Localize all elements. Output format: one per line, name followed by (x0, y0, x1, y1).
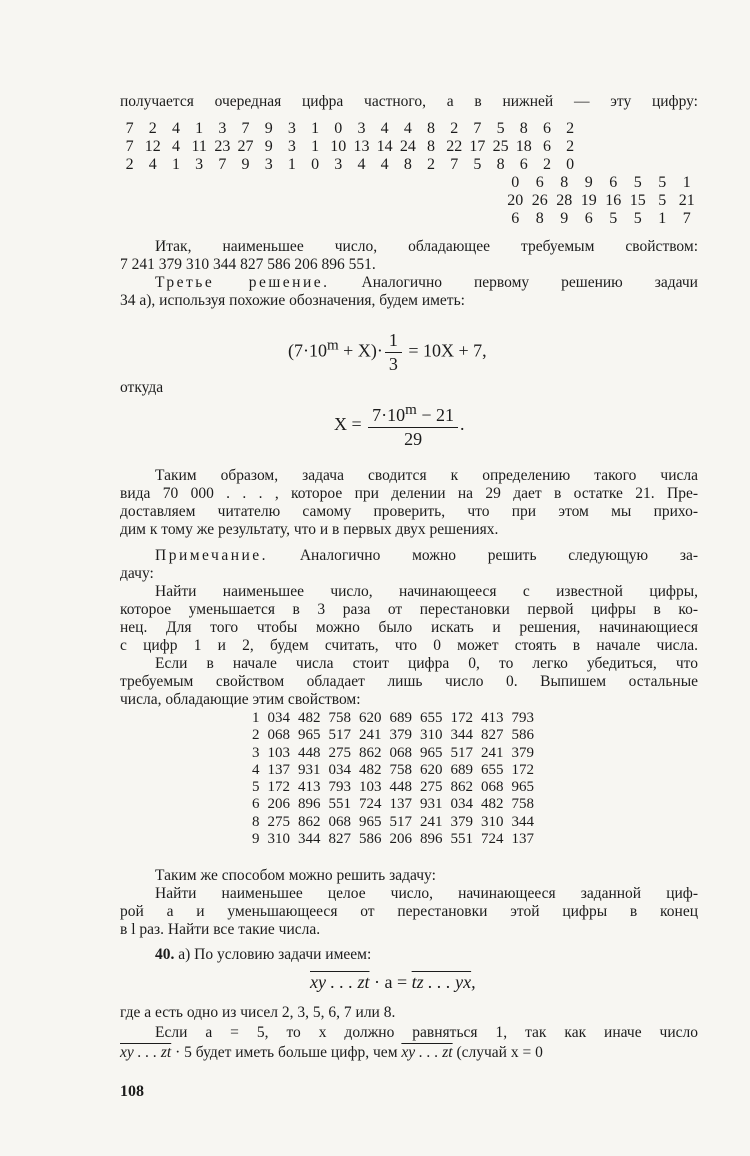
digit: 7 (218, 156, 227, 173)
digit: 25 (492, 138, 509, 155)
table-cell: 137 (389, 796, 412, 813)
digit: 3 (287, 120, 296, 137)
table-cell: 241 (359, 727, 382, 744)
table-row (248, 727, 538, 744)
digit: 3 (334, 156, 343, 173)
eq1-left: (7·10 (288, 340, 327, 361)
eq2-num-tail: − 21 (416, 405, 454, 425)
digit: 2 (148, 120, 157, 137)
table-cell: 3 (252, 744, 260, 761)
digit: 6 (511, 210, 520, 227)
table-cell: 413 (298, 779, 321, 796)
division-tail-row (503, 174, 699, 192)
digit: 1 (171, 156, 180, 173)
table-cell: 379 (450, 813, 473, 830)
p5-line-2: Найти наименьшее целое число, начинающееся заданной циф- (155, 885, 698, 902)
table-cell: 517 (389, 813, 412, 830)
table-cell: 034 (450, 796, 473, 813)
division-row (118, 138, 582, 156)
table-cell: 689 (389, 710, 412, 726)
digit: 2 (427, 156, 436, 173)
digit: 8 (403, 156, 412, 173)
digit: 4 (171, 138, 180, 155)
table-cell: 034 (328, 761, 351, 778)
eq3-lhs: xy . . . zt (310, 972, 370, 992)
page-number: 108 (120, 1083, 144, 1100)
eq1-numerator: 1 (385, 330, 402, 353)
table-cell: 758 (389, 761, 412, 778)
table-cell: 551 (450, 831, 473, 848)
table-cell: 724 (359, 796, 382, 813)
table-cell: 448 (298, 744, 321, 761)
eq1-sup: m (327, 337, 339, 354)
digit: 16 (605, 192, 622, 209)
equation-2 (334, 402, 464, 450)
digit: 6 (519, 156, 528, 173)
table-cell: 6 (252, 796, 260, 813)
division-tail-row (503, 210, 699, 228)
digit: 8 (519, 120, 528, 137)
eq2-end: . (459, 414, 465, 435)
p5-line-1: Таким же способом можно решить задачу: (155, 867, 436, 884)
equation-1 (288, 330, 487, 375)
third-solution-heading: Третье решение. (155, 274, 330, 291)
table-row (248, 710, 538, 727)
digit: 3 (218, 120, 227, 137)
digit: 7 (125, 138, 134, 155)
digit: 4 (171, 120, 180, 137)
eq2-fraction (368, 402, 458, 450)
table-cell: 275 (267, 813, 290, 830)
table-cell: 965 (420, 744, 443, 761)
problem-text: а) По условию задачи имеем: (178, 946, 372, 963)
table-cell: 931 (420, 796, 443, 813)
eq1-denominator: 3 (388, 354, 398, 374)
digit: 8 (427, 138, 436, 155)
digit: 9 (560, 210, 569, 227)
p7-overline-2: xy . . . zt (401, 1044, 453, 1061)
digit: 6 (542, 138, 551, 155)
table-cell: 103 (267, 744, 290, 761)
digit: 13 (353, 138, 370, 155)
digit: 2 (450, 120, 459, 137)
table-cell: 310 (420, 727, 443, 744)
table-cell: 965 (298, 727, 321, 744)
eq1-right: = 10X + 7, (403, 340, 487, 361)
digit: 9 (241, 156, 250, 173)
table-cell: 482 (481, 796, 504, 813)
table-cell: 931 (298, 761, 321, 778)
p7-overline-1: xy . . . zt (120, 1044, 172, 1061)
table-cell: 862 (298, 813, 321, 830)
digit: 18 (515, 138, 532, 155)
digit: 2 (566, 120, 575, 137)
p7-line-1: Если a = 5, то x должно равняться 1, так как иначе число (155, 1024, 698, 1041)
table-cell: 482 (359, 761, 382, 778)
digit: 6 (609, 174, 618, 191)
table-cell: 344 (511, 813, 534, 830)
digit: 1 (311, 120, 320, 137)
digit: 1 (287, 156, 296, 173)
table-cell: 344 (450, 727, 473, 744)
eq2-num: 7·10 (372, 405, 406, 425)
note-line-2: дачу: (120, 565, 154, 582)
digit: 7 (473, 120, 482, 137)
table-cell: 758 (511, 796, 534, 813)
digit: 3 (264, 156, 273, 173)
table-cell: 172 (511, 761, 534, 778)
table-cell: 655 (481, 761, 504, 778)
table-cell: 137 (511, 831, 534, 848)
table-cell: 620 (359, 710, 382, 726)
table-cell: 517 (450, 744, 473, 761)
eq2-lhs: X = (334, 414, 367, 435)
table-cell: 862 (450, 779, 473, 796)
digit: 4 (403, 120, 412, 137)
table-cell: 482 (298, 710, 321, 726)
division-tail-row (503, 192, 699, 210)
eq1-fraction (385, 330, 402, 375)
table-cell: 5 (252, 779, 260, 796)
table-row (248, 796, 538, 813)
numbers-table (248, 710, 538, 848)
digit: 14 (376, 138, 393, 155)
digit: 8 (560, 174, 569, 191)
equation-3 (310, 972, 476, 993)
problem-number: 40. (155, 946, 175, 963)
digit: 2 (125, 156, 134, 173)
digit: 5 (473, 156, 482, 173)
table-cell: 965 (511, 779, 534, 796)
digit: 17 (469, 138, 486, 155)
whence-word: откуда (120, 379, 164, 396)
table-cell: 379 (389, 727, 412, 744)
table-cell: 310 (481, 813, 504, 830)
digit: 7 (450, 156, 459, 173)
digit: 11 (191, 138, 207, 155)
digit: 0 (566, 156, 575, 173)
table-cell: 241 (481, 744, 504, 761)
p2-line-2: вида 70 000 . . . , которое при делении на 29 дает в остатке 21. Пре- (120, 485, 698, 502)
table-cell: 206 (389, 831, 412, 848)
table-cell: 034 (267, 710, 290, 726)
digit: 6 (542, 120, 551, 137)
digit: 7 (125, 120, 134, 137)
table-cell: 448 (389, 779, 412, 796)
p3-line-1: Найти наименьшее число, начинающееся с известной цифры, (155, 583, 698, 600)
digit: 9 (584, 174, 593, 191)
digit: 23 (214, 138, 231, 155)
table-cell: 068 (389, 744, 412, 761)
p7-mid: · 5 будет иметь больше цифр, чем (171, 1044, 402, 1061)
table-cell: 068 (328, 813, 351, 830)
table-row (248, 814, 538, 831)
eq1-mid: + X)· (338, 340, 383, 361)
digit: 5 (633, 174, 642, 191)
eq2-numerator (368, 402, 458, 428)
table-cell: 137 (267, 761, 290, 778)
digit: 22 (446, 138, 463, 155)
table-cell: 862 (359, 744, 382, 761)
p5-line-3: рой a и уменьшающееся от перестановки этой цифры в конец (120, 903, 698, 920)
digit: 8 (535, 210, 544, 227)
digit: 5 (658, 192, 667, 209)
digit: 0 (334, 120, 343, 137)
digit: 1 (195, 120, 204, 137)
p5-line-4: в l раз. Найти все такие числа. (120, 921, 321, 938)
digit: 3 (195, 156, 204, 173)
digit: 8 (427, 120, 436, 137)
digit: 21 (678, 192, 695, 209)
p4-line-3: числа, обладающие этим свойством: (120, 691, 361, 708)
digit: 4 (380, 156, 389, 173)
table-cell: 793 (511, 710, 534, 726)
digit: 4 (148, 156, 157, 173)
table-cell: 068 (267, 727, 290, 744)
note-heading: Примечание. (155, 547, 269, 564)
p2-line-3: доставляем читателю самому проверить, что при этом мы прихо- (120, 503, 698, 520)
table-row (248, 762, 538, 779)
digit: 9 (264, 120, 273, 137)
digit: 4 (380, 120, 389, 137)
table-cell: 344 (298, 831, 321, 848)
conclusion-line-1: Итак, наименьшее число, обладающее требуемым свойством: (155, 238, 698, 255)
table-cell: 1 (252, 710, 260, 726)
digit: 0 (311, 156, 320, 173)
eq3-mid: · a = (369, 972, 412, 992)
table-cell: 9 (252, 831, 260, 848)
table-cell: 4 (252, 761, 260, 778)
p2-line-1: Таким образом, задача сводится к определению такого числа (155, 467, 698, 484)
digit: 1 (658, 210, 667, 227)
p2-line-4: дим к тому же результату, что и в первых двух решениях. (120, 521, 499, 538)
table-cell: 275 (420, 779, 443, 796)
digit: 1 (682, 174, 691, 191)
digit: 15 (629, 192, 646, 209)
digit: 5 (496, 120, 505, 137)
table-cell: 206 (267, 796, 290, 813)
note-text-1: Аналогично можно решить следующую за- (299, 547, 699, 564)
table-row (248, 779, 538, 796)
table-cell: 793 (328, 779, 351, 796)
digit: 10 (330, 138, 347, 155)
digit: 7 (241, 120, 250, 137)
digit: 2 (566, 138, 575, 155)
digit: 3 (357, 120, 366, 137)
digit: 27 (237, 138, 254, 155)
table-cell: 103 (359, 779, 382, 796)
digit: 9 (264, 138, 273, 155)
digit: 8 (496, 156, 505, 173)
table-cell: 241 (420, 813, 443, 830)
third-solution-text-1: Аналогично первому решению задачи (361, 274, 698, 291)
digit: 4 (357, 156, 366, 173)
digit: 20 (507, 192, 524, 209)
eq3-rhs: tz . . . yx (411, 972, 472, 992)
table-cell: 620 (420, 761, 443, 778)
table-cell: 2 (252, 727, 260, 744)
eq3-end: , (471, 972, 476, 992)
intro-line: получается очередная цифра частного, а в нижней — эту цифру: (120, 93, 698, 110)
digit: 12 (144, 138, 161, 155)
digit: 7 (682, 210, 691, 227)
table-cell: 827 (328, 831, 351, 848)
table-cell: 586 (511, 727, 534, 744)
division-row (118, 120, 582, 138)
table-cell: 724 (481, 831, 504, 848)
digit: 2 (542, 156, 551, 173)
conclusion-line-2: 7 241 379 310 344 827 586 206 896 551. (120, 256, 376, 273)
table-cell: 965 (359, 813, 382, 830)
third-solution-line-1 (155, 274, 698, 292)
third-solution-line-2: 34 а), используя похожие обозначения, будем иметь: (120, 292, 465, 309)
table-cell: 586 (359, 831, 382, 848)
table-row (248, 831, 538, 848)
digit: 1 (311, 138, 320, 155)
table-row (248, 745, 538, 762)
p7-end: (случай x = 0 (452, 1044, 543, 1061)
p4-line-2: требуемым свойством обладает лишь число 0. Выпишем остальные (120, 673, 698, 690)
digit: 24 (399, 138, 416, 155)
digit: 5 (633, 210, 642, 227)
table-cell: 758 (328, 710, 351, 726)
table-cell: 551 (328, 796, 351, 813)
table-cell: 379 (511, 744, 534, 761)
p4-line-1: Если в начале числа стоит цифра 0, то легко убедиться, что (155, 655, 698, 672)
digit: 5 (658, 174, 667, 191)
table-cell: 413 (481, 710, 504, 726)
table-cell: 896 (420, 831, 443, 848)
table-cell: 827 (481, 727, 504, 744)
p3-line-4: с цифр 1 и 2, будем считать, что 0 может стоять в начале числа. (120, 637, 698, 654)
eq2-sup: m (405, 402, 417, 418)
digit: 6 (535, 174, 544, 191)
table-cell: 8 (252, 813, 260, 830)
digit: 3 (287, 138, 296, 155)
digit: 6 (584, 210, 593, 227)
problem-40-line (155, 946, 371, 964)
table-cell: 275 (328, 744, 351, 761)
table-cell: 655 (420, 710, 443, 726)
digit: 5 (609, 210, 618, 227)
table-cell: 689 (450, 761, 473, 778)
p3-line-3: нец. Для того чтобы можно было искать и решения, начинающиеся (120, 619, 698, 636)
note-line-1 (155, 547, 698, 565)
digit: 26 (531, 192, 548, 209)
p6-line: где a есть одно из чисел 2, 3, 5, 6, 7 или 8. (120, 1004, 396, 1021)
table-cell: 310 (267, 831, 290, 848)
p3-line-2: которое уменьшается в 3 раза от перестановки первой цифры в ко- (120, 601, 698, 618)
table-cell: 172 (450, 710, 473, 726)
table-cell: 172 (267, 779, 290, 796)
digit: 0 (511, 174, 520, 191)
table-cell: 517 (328, 727, 351, 744)
table-cell: 068 (481, 779, 504, 796)
table-cell: 896 (298, 796, 321, 813)
digit: 28 (556, 192, 573, 209)
eq2-denominator: 29 (404, 429, 423, 449)
p7-line-2 (120, 1044, 543, 1062)
digit: 19 (580, 192, 597, 209)
division-row (118, 156, 582, 174)
